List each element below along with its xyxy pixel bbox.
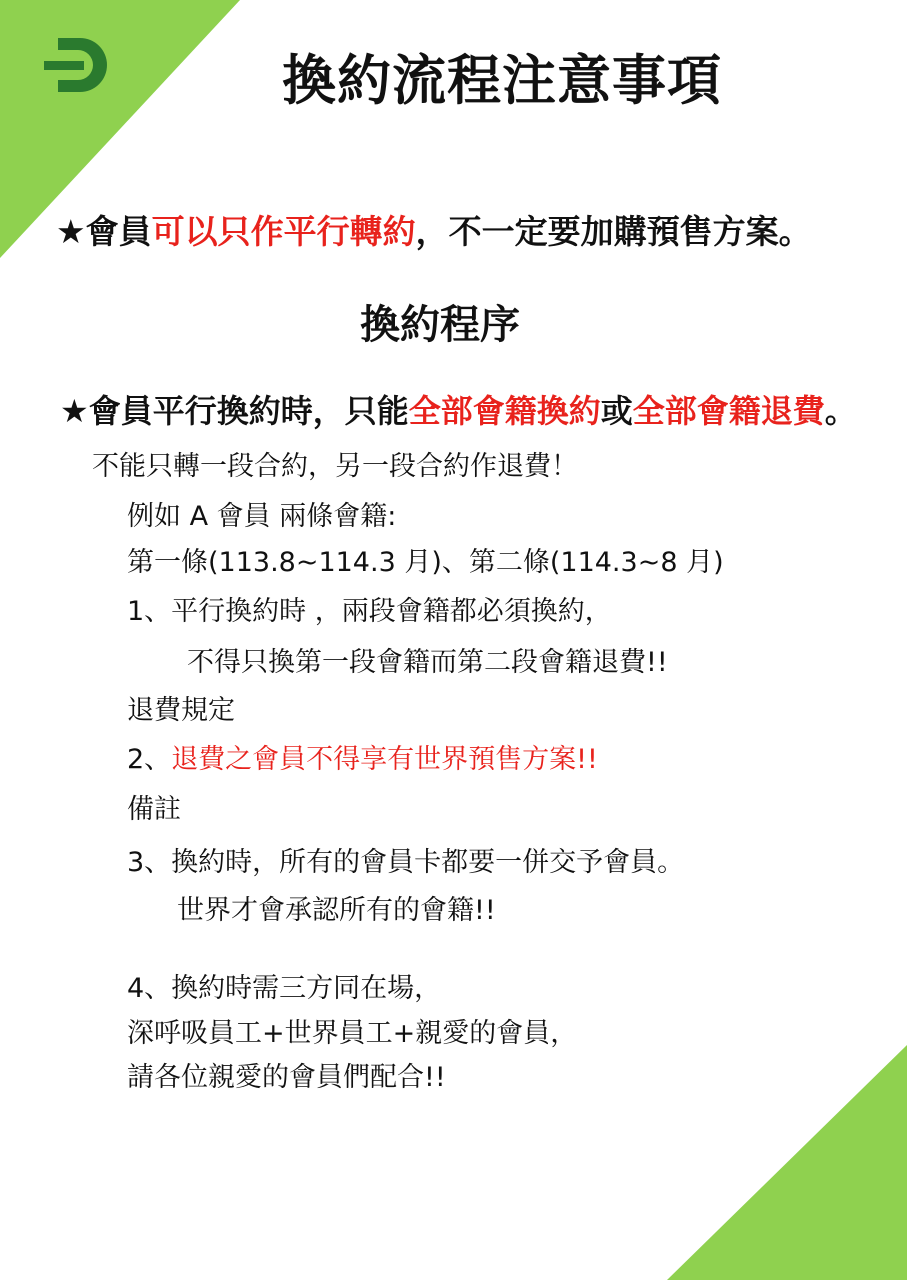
page-title: 換約流程注意事項 bbox=[282, 49, 722, 112]
note1-part-c: ，不一定要加購預售方案。 bbox=[415, 212, 812, 251]
note1-highlight: 可以只作平行轉約 bbox=[151, 212, 416, 251]
body-line-12: 深呼吸員工+世界員工+親愛的會員， bbox=[127, 1018, 578, 1049]
body-line-11: 4、換約時需三方同在場， bbox=[127, 973, 442, 1004]
body-line-7 bbox=[127, 737, 598, 776]
body-line-7-highlight: 退費之會員不得享有世界預售方案!! bbox=[171, 744, 598, 775]
corner-triangle-bottom-right bbox=[667, 1045, 907, 1280]
dash-d-logo-icon bbox=[44, 34, 114, 96]
body-line-8: 備註 bbox=[127, 794, 181, 825]
body-line-10: 世界才會承認所有的會籍!! bbox=[177, 895, 496, 926]
body-line-6: 退費規定 bbox=[127, 695, 235, 726]
body-line-3: 第一條(113.8~114.3 月)、第二條(114.3~8 月) bbox=[127, 547, 724, 578]
note2-highlight-refund: 全部會籍退費 bbox=[632, 392, 825, 430]
note2-part-c: 或 bbox=[600, 392, 633, 430]
note2-part-e: 。 bbox=[824, 392, 857, 430]
star-icon: ★ bbox=[60, 392, 89, 430]
note2-highlight-transfer: 全部會籍換約 bbox=[408, 392, 601, 430]
body-line-2: 例如 A 會員 兩條會籍: bbox=[127, 501, 397, 532]
note-all-or-nothing bbox=[60, 386, 857, 432]
section-title: 換約程序 bbox=[360, 302, 520, 348]
body-line-5: 不得只換第一段會籍而第二段會籍退費!! bbox=[187, 647, 668, 678]
body-line-4: 1、平行換約時 ，兩段會籍都必須換約， bbox=[127, 596, 612, 627]
body-line-13: 請各位親愛的會員們配合!! bbox=[127, 1062, 446, 1093]
note2-part-a: 會員平行換約時，只能 bbox=[88, 392, 409, 430]
body-line-9: 3、換約時，所有的會員卡都要一併交予會員。 bbox=[127, 847, 685, 878]
note-parallel-transfer bbox=[56, 206, 812, 253]
body-line-7-number: 2、 bbox=[127, 744, 172, 775]
star-icon: ★ bbox=[56, 212, 86, 251]
body-line-1: 不能只轉一段合約，另一段合約作退費！ bbox=[92, 451, 578, 482]
note1-part-a: 會員 bbox=[85, 212, 152, 251]
